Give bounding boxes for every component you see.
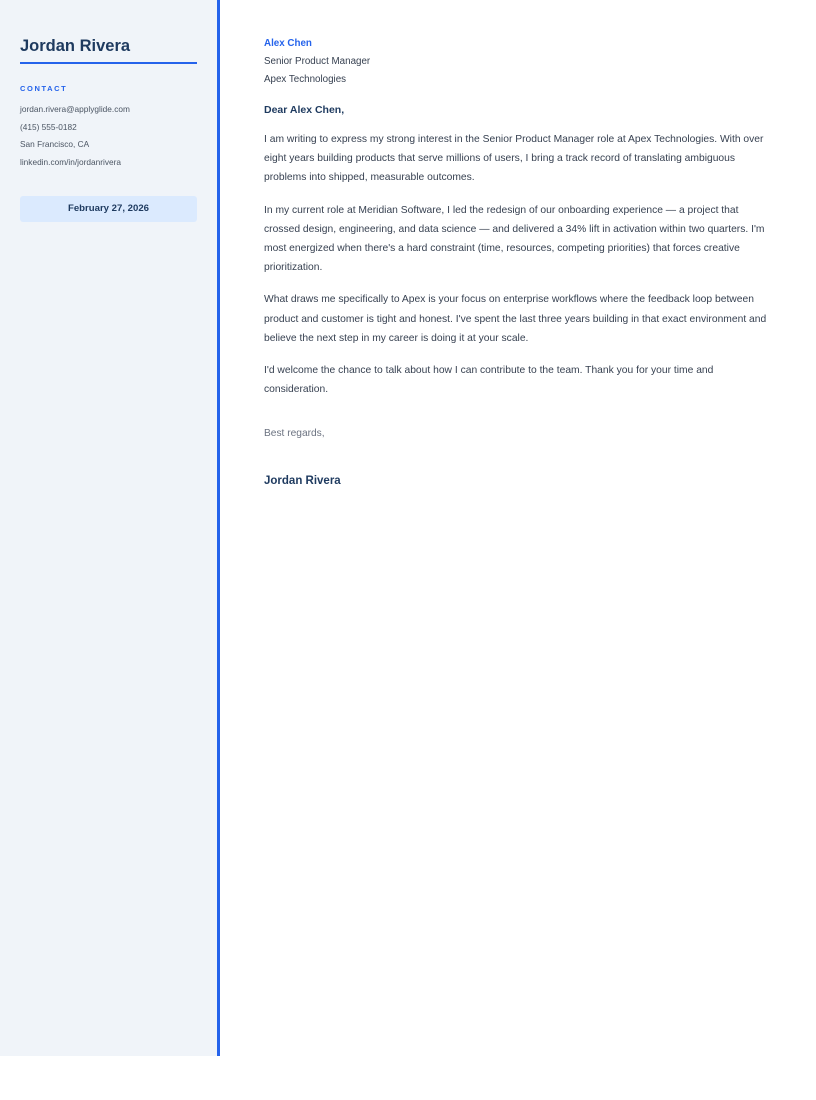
sidebar xyxy=(0,0,220,1056)
recipient-name: Alex Chen xyxy=(264,38,312,49)
closing-phrase: Best regards, xyxy=(264,428,325,440)
recipient-title: Senior Product Manager xyxy=(264,56,371,67)
paragraph-intro: I am writing to express my strong interest in the Senior Product Manager role at Apex Technologies. With over eight years building products that serve millions of users, I bring a track record of translating ambiguous problems into shipped, measurable outcomes. xyxy=(264,134,764,184)
contact-email: jordan.rivera@applyglide.com xyxy=(20,104,130,114)
contact-heading: CONTACT xyxy=(20,84,68,93)
contact-phone: (415) 555-0182 xyxy=(20,121,77,132)
letter-body xyxy=(220,0,816,1056)
paragraph-motivation: What draws me specifically to Apex is your focus on enterprise workflows where the feedback loop between product and customer is tight and honest. I've spent the last three years building in that exact environment and believe the next step in my career is doing it at your scale. xyxy=(264,294,767,344)
contact-list xyxy=(20,101,197,172)
sender-name: Jordan Rivera xyxy=(20,36,197,64)
contact-linkedin: linkedin.com/in/jordanrivera xyxy=(20,157,121,168)
contact-location: San Francisco, CA xyxy=(20,139,90,150)
sidebar-content xyxy=(20,36,197,222)
letter-content xyxy=(264,38,774,488)
letter-date-badge: February 27, 2026 xyxy=(20,196,197,222)
paragraph-experience: In my current role at Meridian Software, I led the redesign of our onboarding experience — a project that crossed design, engineering, and data science — and delivered a 34% lift in activation within two quarters. I'm most energized when there's a hard constraint (time, resources, competing priorities) that forces creative prioritization. xyxy=(264,204,765,274)
salutation: Dear Alex Chen, xyxy=(264,104,345,116)
recipient-company: Apex Technologies xyxy=(264,74,347,85)
paragraph-closing: I'd welcome the chance to talk about how I can contribute to the team. Thank you for your time and consideration. xyxy=(264,365,714,396)
signature-name: Jordan Rivera xyxy=(264,475,341,488)
